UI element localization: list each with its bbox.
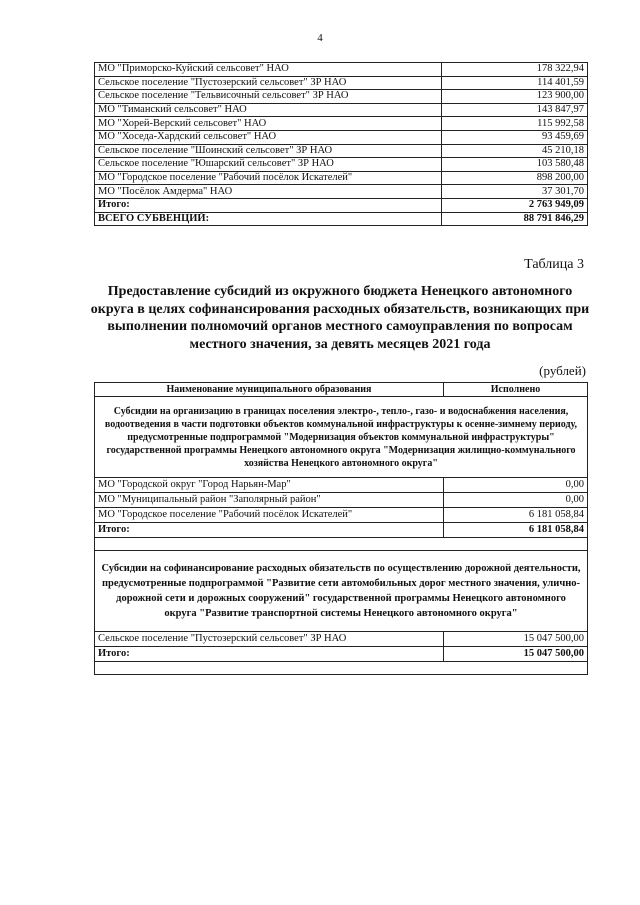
spacer-row xyxy=(95,662,588,675)
table-row xyxy=(95,103,588,117)
total-label: Итого: xyxy=(95,523,444,538)
table-row xyxy=(95,185,588,199)
row-value: 898 200,00 xyxy=(442,171,588,185)
row-value: 37 301,70 xyxy=(442,185,588,199)
row-value: 0,00 xyxy=(444,493,588,508)
section-title-row xyxy=(95,397,588,478)
table-row xyxy=(95,632,588,647)
row-name: МО "Городское поселение "Рабочий посёлок Искателей" xyxy=(95,171,442,185)
row-name: Сельское поселение "Юшарский сельсовет" ЗР НАО xyxy=(95,158,442,172)
table-row xyxy=(95,508,588,523)
table-row xyxy=(95,117,588,131)
row-value: 114 401,59 xyxy=(442,76,588,90)
row-name: МО "Городской округ "Город Нарьян-Мар" xyxy=(95,478,444,493)
total-label: Итого: xyxy=(95,198,442,212)
grand-total-label: ВСЕГО СУБВЕНЦИЙ: xyxy=(95,212,442,226)
total-row xyxy=(95,198,588,212)
table-row xyxy=(95,76,588,90)
table-row xyxy=(95,493,588,508)
section-title: Субсидии на софинансирование расходных обязательств по осуществлению дорожной деятельности, предусмотренные подпрограммой "Развитие сети автомобильных дорог местного значения, улично-дорожной сети и дорожных сооружений" государственной программы Ненецкого автономного округа "Развитие транспортной системы Ненецкого автономного округа" xyxy=(95,551,588,632)
row-name: МО "Приморско-Куйский сельсовет" НАО xyxy=(95,63,442,77)
row-value: 6 181 058,84 xyxy=(444,508,588,523)
table-row xyxy=(95,90,588,104)
table-header xyxy=(95,383,588,397)
row-value: 123 900,00 xyxy=(442,90,588,104)
grand-total-value: 88 791 846,29 xyxy=(442,212,588,226)
total-row xyxy=(95,647,588,662)
total-value: 2 763 949,09 xyxy=(442,198,588,212)
table-row xyxy=(95,171,588,185)
row-name: МО "Хорей-Верский сельсовет" НАО xyxy=(95,117,442,131)
row-name: МО "Городское поселение "Рабочий посёлок Искателей" xyxy=(95,508,444,523)
row-name: МО "Муниципальный район "Заполярный район" xyxy=(95,493,444,508)
row-name: Сельское поселение "Шоинский сельсовет" ЗР НАО xyxy=(95,144,442,158)
row-value: 143 847,97 xyxy=(442,103,588,117)
section-title: Субсидии на организацию в границах поселения электро-, тепло-, газо- и водоснабжения населения, водоотведения в части подготовки объектов коммунальной инфраструктуры к осенне-зимнему периоду, предусмотренные подпрограммой "Модернизация объектов коммунальной инфраструктуры" государственной программы Ненецкого автономного округа "Модернизация жилищно-коммунального хозяйства Ненецкого автономного округа" xyxy=(95,397,588,478)
row-name: Сельское поселение "Пустозерский сельсовет" ЗР НАО xyxy=(95,76,442,90)
section-heading: Предоставление субсидий из окружного бюджета Ненецкого автономного округа в целях софинансирования расходных обязательств, возникающих при выполнении полномочий органов местного самоуправления по вопросам местного значения, за девять месяцев 2021 года xyxy=(90,284,590,352)
column-header-value: Исполнено xyxy=(444,383,588,397)
subsidies-table xyxy=(94,382,588,675)
row-name: Сельское поселение "Пустозерский сельсовет" ЗР НАО xyxy=(95,632,444,647)
table-row xyxy=(95,478,588,493)
unit-label: (рублей) xyxy=(539,363,586,378)
row-value: 0,00 xyxy=(444,478,588,493)
row-value: 93 459,69 xyxy=(442,130,588,144)
table-row xyxy=(95,158,588,172)
table-row xyxy=(95,144,588,158)
row-name: МО "Тиманский сельсовет" НАО xyxy=(95,103,442,117)
table-caption: Таблица 3 xyxy=(524,257,584,272)
total-label: Итого: xyxy=(95,647,444,662)
table-row xyxy=(95,63,588,77)
row-value: 115 992,58 xyxy=(442,117,588,131)
row-name: МО "Хоседа-Хардский сельсовет" НАО xyxy=(95,130,442,144)
total-value: 6 181 058,84 xyxy=(444,523,588,538)
total-value: 15 047 500,00 xyxy=(444,647,588,662)
row-name: Сельское поселение "Тельвисочный сельсовет" ЗР НАО xyxy=(95,90,442,104)
page-number: 4 xyxy=(317,32,323,44)
subventions-table xyxy=(94,62,588,226)
table-row xyxy=(95,130,588,144)
row-value: 45 210,18 xyxy=(442,144,588,158)
row-value: 103 580,48 xyxy=(442,158,588,172)
row-value: 178 322,94 xyxy=(442,63,588,77)
column-header-name: Наименование муниципального образования xyxy=(95,383,444,397)
section-title-row xyxy=(95,551,588,632)
row-value: 15 047 500,00 xyxy=(444,632,588,647)
row-name: МО "Посёлок Амдерма" НАО xyxy=(95,185,442,199)
grand-total-row xyxy=(95,212,588,226)
total-row xyxy=(95,523,588,538)
spacer-row xyxy=(95,538,588,551)
